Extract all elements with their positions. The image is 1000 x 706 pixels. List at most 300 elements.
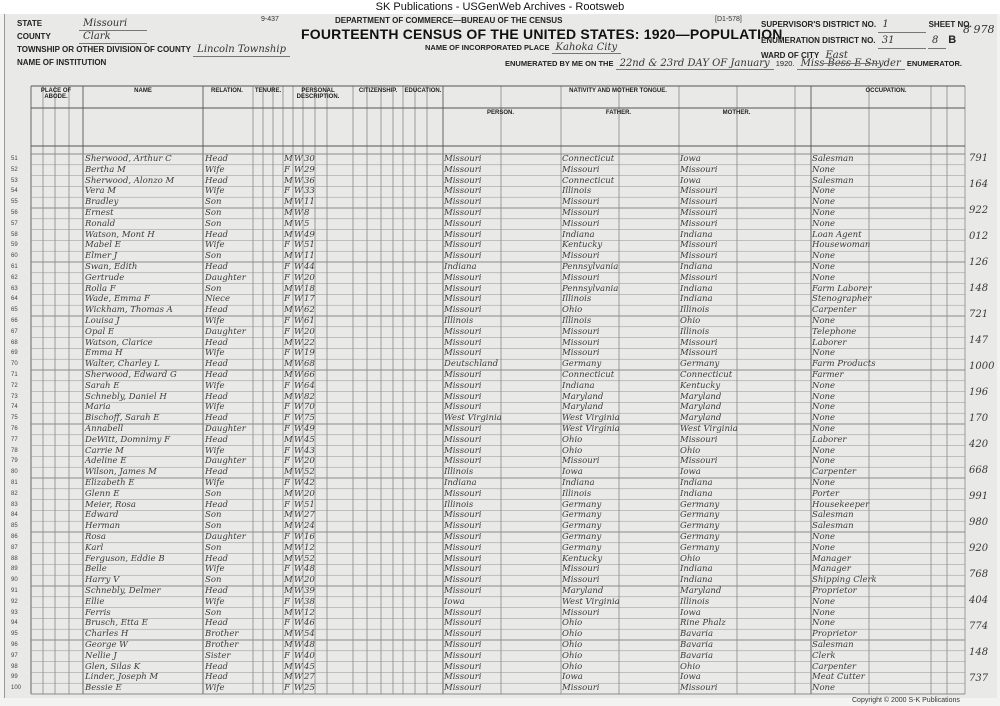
line-number: 56 bbox=[11, 210, 18, 216]
age: 52 bbox=[304, 467, 315, 478]
age: 24 bbox=[304, 521, 315, 532]
relation: Son bbox=[205, 283, 222, 294]
line-number: 77 bbox=[11, 436, 18, 443]
line-number: 98 bbox=[11, 663, 18, 670]
margin-number: 404 bbox=[969, 595, 989, 606]
col-group-place-of-abode: PLACE OF ABODE. bbox=[40, 88, 72, 100]
occupation: Clerk bbox=[812, 650, 836, 661]
col-group-nativity: NATIVITY AND MOTHER TONGUE. bbox=[569, 88, 667, 94]
ward-value: East bbox=[821, 49, 879, 64]
relation: Wife bbox=[205, 316, 225, 326]
age: 49 bbox=[304, 229, 315, 240]
mother-birthplace: Iowa bbox=[680, 672, 701, 683]
father-birthplace: Ohio bbox=[562, 661, 583, 672]
mother-birthplace: Illinois bbox=[680, 596, 710, 607]
line-number: 96 bbox=[11, 642, 18, 648]
person-name: Edward bbox=[85, 510, 119, 521]
relation: Wife bbox=[205, 240, 225, 251]
col-subgroup-mother: MOTHER. bbox=[722, 110, 751, 116]
father-birthplace: Indiana bbox=[562, 478, 595, 488]
mother-birthplace: Maryland bbox=[680, 391, 722, 402]
birthplace: Indiana bbox=[444, 478, 477, 488]
mother-birthplace: Iowa bbox=[680, 607, 701, 618]
margin-number: 196 bbox=[969, 387, 989, 398]
relation: Brother bbox=[205, 629, 239, 640]
col-group-relation: RELATION. bbox=[211, 88, 243, 94]
line-number: 73 bbox=[11, 393, 18, 400]
mother-birthplace: Missouri bbox=[680, 218, 718, 229]
relation: Head bbox=[205, 229, 228, 240]
sex: F bbox=[284, 478, 290, 488]
father-birthplace: Maryland bbox=[562, 391, 604, 402]
sheet-side: B bbox=[948, 34, 957, 46]
person-name: Sherwood, Edward G bbox=[85, 370, 177, 380]
occupation: Salesman bbox=[812, 154, 854, 164]
race: W bbox=[294, 326, 303, 337]
institution-label: NAME OF INSTITUTION bbox=[17, 58, 107, 67]
census-year: 1920. bbox=[775, 59, 795, 68]
birthplace: Missouri bbox=[444, 272, 482, 283]
relation: Son bbox=[205, 488, 222, 499]
col-group-personal-description: PERSONAL DESCRIPTION. bbox=[296, 88, 340, 100]
sex: M bbox=[284, 575, 293, 586]
father-birthplace: Ohio bbox=[562, 629, 583, 640]
birthplace: Missouri bbox=[444, 370, 482, 380]
relation: Head bbox=[205, 618, 228, 629]
occupation: None bbox=[812, 607, 836, 618]
sex: M bbox=[284, 542, 293, 553]
sex: F bbox=[284, 380, 290, 391]
mother-birthplace: Missouri bbox=[680, 240, 718, 251]
person-name: Ernest bbox=[85, 208, 114, 218]
person-name: Walter, Charley L bbox=[85, 359, 160, 370]
occupation: None bbox=[812, 596, 836, 607]
line-number: 71 bbox=[11, 372, 18, 378]
birthplace: Missouri bbox=[444, 672, 482, 683]
father-birthplace: Indiana bbox=[562, 229, 595, 240]
father-birthplace: Missouri bbox=[562, 575, 600, 586]
line-number: 69 bbox=[11, 350, 18, 357]
race: W bbox=[294, 251, 303, 262]
line-number: 58 bbox=[11, 231, 18, 238]
line-number: 64 bbox=[11, 296, 18, 303]
birthplace: Missouri bbox=[444, 218, 482, 229]
margin-number: 1000 bbox=[969, 361, 995, 372]
race: W bbox=[294, 640, 303, 650]
race: W bbox=[294, 316, 303, 326]
person-name: Brusch, Etta E bbox=[85, 618, 148, 629]
race: W bbox=[294, 618, 303, 629]
age: 51 bbox=[304, 240, 315, 251]
occupation: None bbox=[812, 456, 836, 467]
mother-birthplace: West Virginia bbox=[680, 424, 738, 434]
birthplace: Illinois bbox=[444, 499, 474, 510]
father-birthplace: Germany bbox=[562, 510, 602, 521]
father-birthplace: Missouri bbox=[562, 272, 600, 283]
birthplace: Illinois bbox=[444, 467, 474, 478]
age: 61 bbox=[304, 316, 315, 326]
mother-birthplace: Maryland bbox=[680, 413, 722, 424]
occupation: Carpenter bbox=[812, 661, 857, 672]
sex: F bbox=[284, 294, 290, 305]
line-number: 60 bbox=[11, 253, 18, 260]
relation: Head bbox=[205, 413, 228, 424]
occupation: None bbox=[812, 532, 836, 542]
age: 43 bbox=[304, 445, 315, 456]
occupation: Salesman bbox=[812, 640, 854, 650]
person-name: Sherwood, Arthur C bbox=[85, 154, 172, 164]
birthplace: Missouri bbox=[444, 283, 482, 294]
birthplace: Missouri bbox=[444, 521, 482, 532]
age: 39 bbox=[304, 586, 315, 596]
father-birthplace: Missouri bbox=[562, 337, 600, 348]
person-name: Rosa bbox=[85, 532, 106, 542]
supervisor-value: 1 bbox=[878, 18, 926, 33]
race: W bbox=[294, 272, 303, 283]
race: W bbox=[294, 240, 303, 251]
sex: M bbox=[284, 434, 293, 445]
sex: M bbox=[284, 586, 293, 596]
relation: Head bbox=[205, 661, 228, 672]
birthplace: Missouri bbox=[444, 542, 482, 553]
occupation: Salesman bbox=[812, 175, 854, 186]
father-birthplace: Illinois bbox=[562, 316, 592, 326]
occupation: None bbox=[812, 186, 836, 197]
father-birthplace: Germany bbox=[562, 499, 602, 510]
mother-birthplace: Indiana bbox=[680, 283, 713, 294]
person-name: Watson, Mont H bbox=[85, 229, 155, 240]
mother-birthplace: Missouri bbox=[680, 272, 718, 283]
mother-birthplace: Iowa bbox=[680, 467, 701, 478]
margin-number: 668 bbox=[969, 465, 989, 476]
mother-birthplace: Ohio bbox=[680, 445, 701, 456]
age: 30 bbox=[304, 154, 315, 164]
line-number: 83 bbox=[11, 501, 18, 508]
person-name: Elizabeth E bbox=[85, 478, 135, 488]
line-number: 85 bbox=[11, 523, 18, 530]
margin-number: 012 bbox=[969, 231, 989, 242]
mother-birthplace: Bavaria bbox=[680, 640, 714, 650]
person-name: Herman bbox=[85, 521, 121, 532]
birthplace: Missouri bbox=[444, 326, 482, 337]
relation: Wife bbox=[205, 478, 225, 488]
occupation: None bbox=[812, 478, 836, 488]
sex: M bbox=[284, 629, 293, 640]
mother-birthplace: Missouri bbox=[680, 348, 718, 359]
occupation: None bbox=[812, 251, 836, 262]
person-name: Watson, Clarice bbox=[85, 337, 153, 348]
race: W bbox=[294, 532, 303, 542]
sex: F bbox=[284, 272, 290, 283]
sex: F bbox=[284, 413, 290, 424]
sex: M bbox=[284, 175, 293, 186]
occupation: Shipping Clerk bbox=[812, 575, 877, 586]
birthplace: Missouri bbox=[444, 251, 482, 262]
line-number: 59 bbox=[11, 242, 18, 249]
birthplace: Missouri bbox=[444, 607, 482, 618]
person-name: Meier, Rosa bbox=[85, 499, 136, 510]
occupation: Carpenter bbox=[812, 305, 857, 316]
race: W bbox=[294, 391, 303, 402]
age: 20 bbox=[304, 575, 315, 586]
top-margin-number: 8 978 bbox=[963, 23, 995, 36]
relation: Son bbox=[205, 208, 222, 218]
race: W bbox=[294, 424, 303, 434]
person-name: DeWitt, Domnimy F bbox=[85, 434, 171, 445]
race: W bbox=[294, 337, 303, 348]
mother-birthplace: Kentucky bbox=[680, 380, 721, 391]
line-number: 97 bbox=[11, 652, 18, 659]
person-name: Rolla F bbox=[85, 283, 116, 294]
township-label: TOWNSHIP OR OTHER DIVISION OF COUNTY bbox=[17, 45, 191, 54]
mother-birthplace: Germany bbox=[680, 359, 720, 370]
birthplace: Missouri bbox=[444, 208, 482, 218]
birthplace: Missouri bbox=[444, 186, 482, 197]
race: W bbox=[294, 672, 303, 683]
person-name: Mabel E bbox=[85, 240, 121, 251]
father-birthplace: Pennsylvania bbox=[562, 283, 619, 294]
enumerator-label: ENUMERATOR. bbox=[906, 59, 962, 68]
mother-birthplace: Germany bbox=[680, 499, 720, 510]
father-birthplace: Ohio bbox=[562, 618, 583, 629]
father-birthplace: Missouri bbox=[562, 607, 600, 618]
person-name: Glen, Silas K bbox=[85, 661, 141, 672]
occupation: Telephone bbox=[812, 326, 857, 337]
age: 46 bbox=[304, 618, 315, 629]
mother-birthplace: Indiana bbox=[680, 488, 713, 499]
mother-birthplace: Germany bbox=[680, 532, 720, 542]
birthplace: Missouri bbox=[444, 575, 482, 586]
race: W bbox=[294, 370, 303, 380]
relation: Head bbox=[205, 553, 228, 564]
margin-number: 420 bbox=[969, 439, 989, 450]
age: 17 bbox=[304, 294, 315, 305]
race: W bbox=[294, 294, 303, 305]
race: W bbox=[294, 413, 303, 424]
occupation: Salesman bbox=[812, 521, 854, 532]
age: 12 bbox=[304, 607, 315, 618]
race: W bbox=[294, 305, 303, 316]
township-value: Lincoln Township bbox=[193, 44, 290, 57]
sex: M bbox=[284, 218, 293, 229]
relation: Head bbox=[205, 262, 228, 272]
race: W bbox=[294, 575, 303, 586]
mother-birthplace: Missouri bbox=[680, 251, 718, 262]
birthplace: West Virginia bbox=[444, 413, 502, 424]
line-number: 65 bbox=[11, 307, 18, 314]
sex: F bbox=[284, 456, 290, 467]
person-name: Belle bbox=[85, 564, 107, 575]
relation: Head bbox=[205, 154, 228, 164]
age: 25 bbox=[304, 683, 315, 694]
father-birthplace: West Virginia bbox=[562, 424, 620, 434]
line-number: 55 bbox=[11, 199, 18, 206]
father-birthplace: Missouri bbox=[562, 348, 600, 359]
occupation: None bbox=[812, 348, 836, 359]
line-number: 53 bbox=[11, 177, 18, 184]
sex: M bbox=[284, 553, 293, 564]
father-birthplace: Pennsylvania bbox=[562, 262, 619, 272]
census-grid bbox=[31, 86, 965, 694]
relation: Head bbox=[205, 467, 228, 478]
relation: Son bbox=[205, 197, 222, 208]
sex: M bbox=[284, 510, 293, 521]
sex: M bbox=[284, 283, 293, 294]
sex: M bbox=[284, 359, 293, 370]
enumeration-label: ENUMERATION DISTRICT NO. bbox=[761, 36, 876, 45]
relation: Wife bbox=[205, 402, 225, 413]
race: W bbox=[294, 488, 303, 499]
father-birthplace: Illinois bbox=[562, 488, 592, 499]
sex: F bbox=[284, 499, 290, 510]
relation: Son bbox=[205, 251, 222, 262]
margin-number: 980 bbox=[969, 517, 989, 528]
relation: Daughter bbox=[205, 456, 246, 467]
age: 48 bbox=[304, 564, 315, 575]
sex: M bbox=[284, 197, 293, 208]
relation: Head bbox=[205, 672, 228, 683]
margin-number: 991 bbox=[969, 491, 989, 502]
father-birthplace: Kentucky bbox=[562, 240, 603, 251]
age: 45 bbox=[304, 434, 315, 445]
relation: Wife bbox=[205, 564, 225, 575]
line-number: 61 bbox=[11, 264, 18, 270]
father-birthplace: Illinois bbox=[562, 186, 592, 197]
right-header-fields bbox=[761, 18, 972, 64]
birthplace: Missouri bbox=[444, 175, 482, 186]
father-birthplace: Missouri bbox=[562, 456, 600, 467]
line-number: 88 bbox=[11, 555, 18, 562]
occupation: Laborer bbox=[812, 434, 847, 445]
margin-number: 148 bbox=[969, 283, 989, 294]
line-number: 70 bbox=[11, 361, 18, 368]
line-number: 87 bbox=[11, 544, 18, 551]
race: W bbox=[294, 283, 303, 294]
race: W bbox=[294, 164, 303, 175]
mother-birthplace: Ohio bbox=[680, 661, 701, 672]
race: W bbox=[294, 478, 303, 488]
place-line bbox=[425, 42, 621, 54]
sex: M bbox=[284, 391, 293, 402]
mother-birthplace: Indiana bbox=[680, 564, 713, 575]
person-name: Bessie E bbox=[85, 683, 122, 694]
person-name: Karl bbox=[85, 542, 104, 553]
person-name: Schnebly, Daniel H bbox=[85, 391, 167, 402]
occupation: None bbox=[812, 218, 836, 229]
race: W bbox=[294, 359, 303, 370]
mother-birthplace: Maryland bbox=[680, 586, 722, 596]
occupation: None bbox=[812, 197, 836, 208]
person-name: Opal E bbox=[85, 326, 115, 337]
place-label: NAME OF INCORPORATED PLACE bbox=[425, 43, 550, 52]
father-birthplace: Illinois bbox=[562, 294, 592, 305]
person-name: Wilson, James M bbox=[85, 467, 157, 478]
race: W bbox=[294, 629, 303, 640]
person-name: Swan, Edith bbox=[85, 262, 138, 272]
mother-birthplace: Missouri bbox=[680, 434, 718, 445]
mother-birthplace: Bavaria bbox=[680, 650, 714, 661]
relation: Niece bbox=[205, 294, 230, 305]
birthplace: Missouri bbox=[444, 402, 482, 413]
col-group-education: EDUCATION. bbox=[404, 88, 442, 94]
relation: Son bbox=[205, 575, 222, 586]
race: W bbox=[294, 521, 303, 532]
relation: Daughter bbox=[205, 272, 246, 283]
mother-birthplace: Missouri bbox=[680, 186, 718, 197]
father-birthplace: Germany bbox=[562, 532, 602, 542]
race: W bbox=[294, 402, 303, 413]
line-number: 68 bbox=[11, 339, 18, 346]
occupation: Porter bbox=[812, 488, 840, 499]
sex: M bbox=[284, 521, 293, 532]
ward-label: WARD OF CITY bbox=[761, 51, 820, 60]
mother-birthplace: Indiana bbox=[680, 262, 713, 272]
line-number: 66 bbox=[11, 318, 18, 324]
relation: Head bbox=[205, 175, 228, 186]
col-group-citizenship: CITIZENSHIP. bbox=[358, 88, 398, 94]
line-number: 82 bbox=[11, 490, 18, 497]
age: 22 bbox=[304, 337, 315, 348]
mother-birthplace: Illinois bbox=[680, 326, 710, 337]
person-name: Adeline E bbox=[85, 456, 127, 467]
occupation: None bbox=[812, 164, 836, 175]
father-birthplace: Iowa bbox=[562, 467, 583, 478]
line-number: 54 bbox=[11, 188, 18, 195]
father-birthplace: Ohio bbox=[562, 434, 583, 445]
sex: F bbox=[284, 164, 290, 175]
sheet-label: SHEET NO. bbox=[928, 20, 972, 29]
person-name: Sarah E bbox=[85, 380, 120, 391]
relation: Head bbox=[205, 305, 228, 316]
age: 52 bbox=[304, 553, 315, 564]
margin-number: 147 bbox=[969, 335, 989, 346]
person-name: Ferris bbox=[85, 607, 111, 618]
enumeration-value: 31 bbox=[878, 34, 926, 49]
father-birthplace: Germany bbox=[562, 521, 602, 532]
mother-birthplace: Missouri bbox=[680, 208, 718, 218]
birthplace: Illinois bbox=[444, 316, 474, 326]
age: 36 bbox=[304, 175, 315, 186]
person-name: Harry V bbox=[85, 575, 120, 586]
left-header-fields bbox=[17, 18, 290, 69]
birthplace: Missouri bbox=[444, 424, 482, 434]
margin-number: 768 bbox=[969, 569, 989, 580]
person-name: Bertha M bbox=[85, 164, 126, 175]
line-number: 67 bbox=[11, 328, 18, 335]
relation: Head bbox=[205, 337, 228, 348]
occupation: None bbox=[812, 316, 836, 326]
sex: M bbox=[284, 370, 293, 380]
occupation: Meat Cutter bbox=[812, 672, 865, 683]
sex: F bbox=[284, 683, 290, 694]
relation: Wife bbox=[205, 348, 225, 359]
mother-birthplace: Iowa bbox=[680, 175, 701, 186]
race: W bbox=[294, 607, 303, 618]
occupation: Salesman bbox=[812, 510, 854, 521]
birthplace: Missouri bbox=[444, 456, 482, 467]
line-number: 81 bbox=[11, 480, 18, 486]
margin-number: 737 bbox=[969, 673, 989, 684]
margin-number: 721 bbox=[969, 309, 989, 320]
person-name: Louisa J bbox=[85, 316, 120, 326]
race: W bbox=[294, 175, 303, 186]
race: W bbox=[294, 510, 303, 521]
sex: F bbox=[284, 618, 290, 629]
age: 54 bbox=[304, 629, 315, 640]
sex: M bbox=[284, 661, 293, 672]
sex: F bbox=[284, 532, 290, 542]
race: W bbox=[294, 208, 303, 218]
